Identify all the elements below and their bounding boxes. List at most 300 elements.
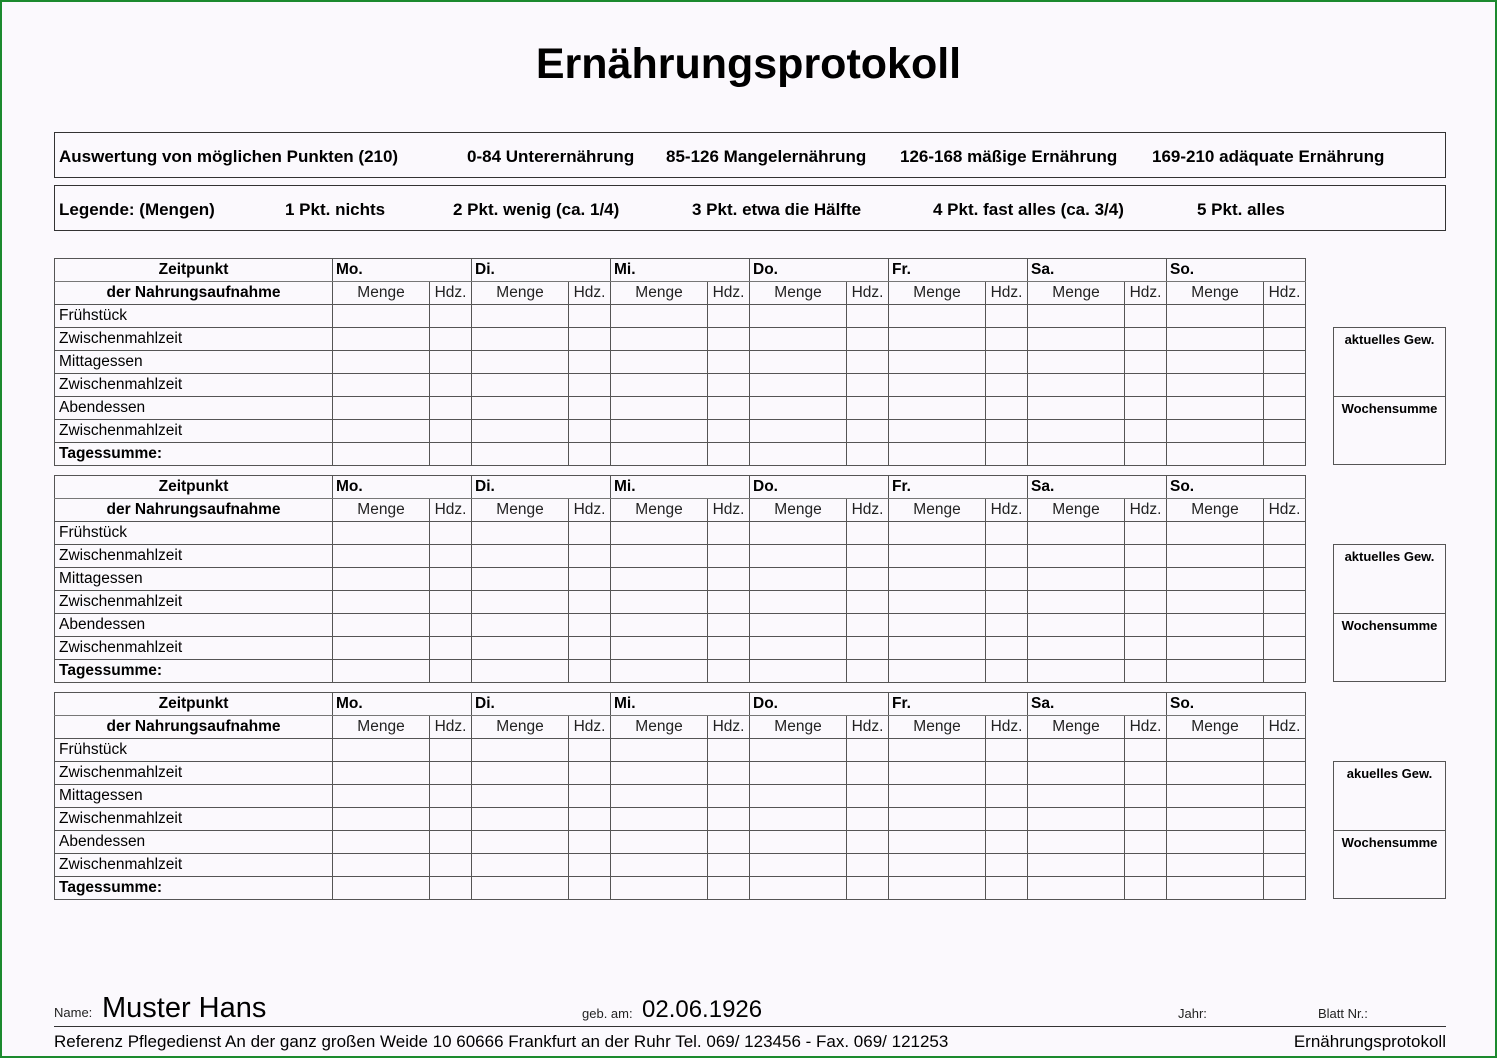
- current-weight-field[interactable]: aktuelles Gew.: [1344, 549, 1435, 564]
- total-cell[interactable]: [1028, 877, 1125, 900]
- entry-cell[interactable]: [708, 785, 750, 808]
- entry-cell[interactable]: [1125, 568, 1167, 591]
- entry-cell[interactable]: [1167, 397, 1264, 420]
- entry-cell[interactable]: [986, 831, 1028, 854]
- entry-cell[interactable]: [333, 568, 430, 591]
- entry-cell[interactable]: [986, 568, 1028, 591]
- entry-cell[interactable]: [430, 568, 472, 591]
- entry-cell[interactable]: [889, 351, 986, 374]
- entry-cell[interactable]: [611, 397, 708, 420]
- entry-cell[interactable]: [472, 351, 569, 374]
- entry-cell[interactable]: [708, 545, 750, 568]
- entry-cell[interactable]: [708, 420, 750, 443]
- entry-cell[interactable]: [1125, 637, 1167, 660]
- entry-cell[interactable]: [986, 854, 1028, 877]
- entry-cell[interactable]: [1028, 568, 1125, 591]
- entry-cell[interactable]: [1125, 522, 1167, 545]
- entry-cell[interactable]: [847, 522, 889, 545]
- entry-cell[interactable]: [1167, 591, 1264, 614]
- total-cell[interactable]: [430, 877, 472, 900]
- entry-cell[interactable]: [430, 785, 472, 808]
- total-cell[interactable]: [847, 660, 889, 683]
- entry-cell[interactable]: [1167, 762, 1264, 785]
- entry-cell[interactable]: [430, 420, 472, 443]
- entry-cell[interactable]: [750, 808, 847, 831]
- weekly-sum-field[interactable]: Wochensumme: [1334, 396, 1445, 464]
- entry-cell[interactable]: [472, 854, 569, 877]
- total-cell[interactable]: [1264, 877, 1306, 900]
- entry-cell[interactable]: [333, 614, 430, 637]
- entry-cell[interactable]: [708, 351, 750, 374]
- entry-cell[interactable]: [986, 785, 1028, 808]
- entry-cell[interactable]: [847, 545, 889, 568]
- entry-cell[interactable]: [611, 637, 708, 660]
- entry-cell[interactable]: [1028, 305, 1125, 328]
- entry-cell[interactable]: [333, 545, 430, 568]
- entry-cell[interactable]: [986, 637, 1028, 660]
- entry-cell[interactable]: [1264, 420, 1306, 443]
- entry-cell[interactable]: [708, 374, 750, 397]
- entry-cell[interactable]: [750, 591, 847, 614]
- entry-cell[interactable]: [750, 614, 847, 637]
- entry-cell[interactable]: [708, 328, 750, 351]
- entry-cell[interactable]: [750, 545, 847, 568]
- total-cell[interactable]: [1264, 660, 1306, 683]
- entry-cell[interactable]: [1167, 328, 1264, 351]
- entry-cell[interactable]: [986, 328, 1028, 351]
- entry-cell[interactable]: [1264, 545, 1306, 568]
- entry-cell[interactable]: [1125, 397, 1167, 420]
- entry-cell[interactable]: [1028, 374, 1125, 397]
- entry-cell[interactable]: [611, 305, 708, 328]
- entry-cell[interactable]: [611, 545, 708, 568]
- entry-cell[interactable]: [611, 328, 708, 351]
- entry-cell[interactable]: [750, 328, 847, 351]
- entry-cell[interactable]: [1264, 785, 1306, 808]
- entry-cell[interactable]: [889, 305, 986, 328]
- entry-cell[interactable]: [750, 739, 847, 762]
- entry-cell[interactable]: [430, 762, 472, 785]
- entry-cell[interactable]: [472, 397, 569, 420]
- entry-cell[interactable]: [1167, 739, 1264, 762]
- entry-cell[interactable]: [569, 831, 611, 854]
- entry-cell[interactable]: [430, 808, 472, 831]
- entry-cell[interactable]: [569, 545, 611, 568]
- total-cell[interactable]: [1264, 443, 1306, 466]
- entry-cell[interactable]: [1125, 831, 1167, 854]
- entry-cell[interactable]: [333, 397, 430, 420]
- entry-cell[interactable]: [333, 808, 430, 831]
- entry-cell[interactable]: [333, 831, 430, 854]
- entry-cell[interactable]: [708, 854, 750, 877]
- entry-cell[interactable]: [708, 568, 750, 591]
- entry-cell[interactable]: [333, 351, 430, 374]
- entry-cell[interactable]: [750, 785, 847, 808]
- entry-cell[interactable]: [750, 351, 847, 374]
- entry-cell[interactable]: [847, 808, 889, 831]
- entry-cell[interactable]: [889, 522, 986, 545]
- entry-cell[interactable]: [1125, 614, 1167, 637]
- entry-cell[interactable]: [1264, 831, 1306, 854]
- entry-cell[interactable]: [708, 831, 750, 854]
- entry-cell[interactable]: [1264, 637, 1306, 660]
- entry-cell[interactable]: [1167, 808, 1264, 831]
- entry-cell[interactable]: [1125, 351, 1167, 374]
- entry-cell[interactable]: [1167, 374, 1264, 397]
- total-cell[interactable]: [333, 660, 430, 683]
- entry-cell[interactable]: [1125, 545, 1167, 568]
- entry-cell[interactable]: [1264, 522, 1306, 545]
- entry-cell[interactable]: [986, 374, 1028, 397]
- entry-cell[interactable]: [1125, 591, 1167, 614]
- entry-cell[interactable]: [611, 739, 708, 762]
- entry-cell[interactable]: [569, 374, 611, 397]
- total-cell[interactable]: [430, 443, 472, 466]
- entry-cell[interactable]: [986, 614, 1028, 637]
- entry-cell[interactable]: [708, 808, 750, 831]
- entry-cell[interactable]: [430, 522, 472, 545]
- total-cell[interactable]: [1125, 660, 1167, 683]
- entry-cell[interactable]: [569, 305, 611, 328]
- entry-cell[interactable]: [1028, 785, 1125, 808]
- entry-cell[interactable]: [611, 785, 708, 808]
- total-cell[interactable]: [1028, 443, 1125, 466]
- entry-cell[interactable]: [1028, 739, 1125, 762]
- total-cell[interactable]: [889, 443, 986, 466]
- total-cell[interactable]: [750, 877, 847, 900]
- current-weight-field[interactable]: aktuelles Gew.: [1344, 332, 1435, 347]
- entry-cell[interactable]: [847, 397, 889, 420]
- entry-cell[interactable]: [333, 328, 430, 351]
- entry-cell[interactable]: [889, 374, 986, 397]
- entry-cell[interactable]: [569, 591, 611, 614]
- entry-cell[interactable]: [430, 351, 472, 374]
- entry-cell[interactable]: [1264, 374, 1306, 397]
- entry-cell[interactable]: [889, 545, 986, 568]
- total-cell[interactable]: [986, 443, 1028, 466]
- entry-cell[interactable]: [569, 739, 611, 762]
- entry-cell[interactable]: [847, 305, 889, 328]
- entry-cell[interactable]: [1028, 420, 1125, 443]
- entry-cell[interactable]: [889, 420, 986, 443]
- entry-cell[interactable]: [889, 637, 986, 660]
- entry-cell[interactable]: [472, 420, 569, 443]
- entry-cell[interactable]: [986, 351, 1028, 374]
- entry-cell[interactable]: [847, 831, 889, 854]
- entry-cell[interactable]: [1167, 831, 1264, 854]
- entry-cell[interactable]: [333, 785, 430, 808]
- entry-cell[interactable]: [1125, 785, 1167, 808]
- entry-cell[interactable]: [986, 522, 1028, 545]
- entry-cell[interactable]: [1028, 328, 1125, 351]
- entry-cell[interactable]: [1125, 305, 1167, 328]
- entry-cell[interactable]: [986, 420, 1028, 443]
- entry-cell[interactable]: [1028, 591, 1125, 614]
- entry-cell[interactable]: [986, 545, 1028, 568]
- entry-cell[interactable]: [750, 420, 847, 443]
- entry-cell[interactable]: [611, 808, 708, 831]
- entry-cell[interactable]: [708, 739, 750, 762]
- entry-cell[interactable]: [750, 854, 847, 877]
- entry-cell[interactable]: [847, 762, 889, 785]
- entry-cell[interactable]: [1264, 568, 1306, 591]
- entry-cell[interactable]: [750, 522, 847, 545]
- entry-cell[interactable]: [1167, 637, 1264, 660]
- entry-cell[interactable]: [1028, 854, 1125, 877]
- entry-cell[interactable]: [1167, 545, 1264, 568]
- entry-cell[interactable]: [889, 831, 986, 854]
- total-cell[interactable]: [750, 660, 847, 683]
- entry-cell[interactable]: [708, 305, 750, 328]
- entry-cell[interactable]: [847, 785, 889, 808]
- entry-cell[interactable]: [569, 808, 611, 831]
- entry-cell[interactable]: [847, 854, 889, 877]
- total-cell[interactable]: [1167, 660, 1264, 683]
- entry-cell[interactable]: [889, 808, 986, 831]
- entry-cell[interactable]: [1125, 739, 1167, 762]
- entry-cell[interactable]: [750, 762, 847, 785]
- entry-cell[interactable]: [611, 568, 708, 591]
- entry-cell[interactable]: [333, 854, 430, 877]
- entry-cell[interactable]: [1028, 522, 1125, 545]
- entry-cell[interactable]: [430, 397, 472, 420]
- entry-cell[interactable]: [472, 568, 569, 591]
- entry-cell[interactable]: [472, 591, 569, 614]
- entry-cell[interactable]: [1125, 420, 1167, 443]
- entry-cell[interactable]: [1028, 397, 1125, 420]
- total-cell[interactable]: [1167, 877, 1264, 900]
- entry-cell[interactable]: [333, 420, 430, 443]
- entry-cell[interactable]: [1167, 785, 1264, 808]
- weekly-sum-field[interactable]: Wochensumme: [1334, 613, 1445, 681]
- entry-cell[interactable]: [472, 739, 569, 762]
- total-cell[interactable]: [847, 877, 889, 900]
- total-cell[interactable]: [569, 877, 611, 900]
- entry-cell[interactable]: [430, 305, 472, 328]
- entry-cell[interactable]: [430, 328, 472, 351]
- entry-cell[interactable]: [750, 305, 847, 328]
- total-cell[interactable]: [708, 877, 750, 900]
- entry-cell[interactable]: [472, 328, 569, 351]
- entry-cell[interactable]: [430, 854, 472, 877]
- entry-cell[interactable]: [1028, 545, 1125, 568]
- entry-cell[interactable]: [708, 762, 750, 785]
- entry-cell[interactable]: [889, 591, 986, 614]
- entry-cell[interactable]: [472, 614, 569, 637]
- entry-cell[interactable]: [569, 420, 611, 443]
- entry-cell[interactable]: [569, 785, 611, 808]
- entry-cell[interactable]: [1125, 374, 1167, 397]
- total-cell[interactable]: [750, 443, 847, 466]
- entry-cell[interactable]: [333, 305, 430, 328]
- entry-cell[interactable]: [1264, 397, 1306, 420]
- entry-cell[interactable]: [333, 591, 430, 614]
- total-cell[interactable]: [1167, 443, 1264, 466]
- entry-cell[interactable]: [569, 397, 611, 420]
- entry-cell[interactable]: [611, 591, 708, 614]
- entry-cell[interactable]: [569, 328, 611, 351]
- entry-cell[interactable]: [333, 374, 430, 397]
- entry-cell[interactable]: [1028, 808, 1125, 831]
- entry-cell[interactable]: [708, 637, 750, 660]
- entry-cell[interactable]: [1028, 762, 1125, 785]
- entry-cell[interactable]: [1264, 305, 1306, 328]
- total-cell[interactable]: [708, 443, 750, 466]
- entry-cell[interactable]: [472, 762, 569, 785]
- entry-cell[interactable]: [569, 854, 611, 877]
- entry-cell[interactable]: [1264, 591, 1306, 614]
- entry-cell[interactable]: [1028, 831, 1125, 854]
- entry-cell[interactable]: [569, 522, 611, 545]
- entry-cell[interactable]: [611, 420, 708, 443]
- total-cell[interactable]: [986, 660, 1028, 683]
- entry-cell[interactable]: [333, 762, 430, 785]
- entry-cell[interactable]: [333, 637, 430, 660]
- total-cell[interactable]: [889, 877, 986, 900]
- entry-cell[interactable]: [569, 614, 611, 637]
- entry-cell[interactable]: [1028, 351, 1125, 374]
- entry-cell[interactable]: [430, 374, 472, 397]
- entry-cell[interactable]: [889, 397, 986, 420]
- entry-cell[interactable]: [569, 637, 611, 660]
- entry-cell[interactable]: [986, 397, 1028, 420]
- total-cell[interactable]: [333, 877, 430, 900]
- current-weight-field[interactable]: akuelles Gew.: [1346, 766, 1433, 781]
- entry-cell[interactable]: [889, 739, 986, 762]
- entry-cell[interactable]: [847, 637, 889, 660]
- entry-cell[interactable]: [708, 397, 750, 420]
- total-cell[interactable]: [708, 660, 750, 683]
- entry-cell[interactable]: [750, 637, 847, 660]
- entry-cell[interactable]: [472, 637, 569, 660]
- entry-cell[interactable]: [569, 762, 611, 785]
- entry-cell[interactable]: [847, 591, 889, 614]
- entry-cell[interactable]: [1167, 568, 1264, 591]
- entry-cell[interactable]: [472, 305, 569, 328]
- weekly-sum-field[interactable]: Wochensumme: [1334, 830, 1445, 898]
- entry-cell[interactable]: [1028, 614, 1125, 637]
- total-cell[interactable]: [472, 443, 569, 466]
- entry-cell[interactable]: [569, 568, 611, 591]
- total-cell[interactable]: [847, 443, 889, 466]
- entry-cell[interactable]: [1167, 522, 1264, 545]
- entry-cell[interactable]: [611, 374, 708, 397]
- total-cell[interactable]: [611, 443, 708, 466]
- entry-cell[interactable]: [1264, 614, 1306, 637]
- entry-cell[interactable]: [986, 808, 1028, 831]
- entry-cell[interactable]: [847, 614, 889, 637]
- entry-cell[interactable]: [1028, 637, 1125, 660]
- total-cell[interactable]: [889, 660, 986, 683]
- total-cell[interactable]: [986, 877, 1028, 900]
- entry-cell[interactable]: [430, 614, 472, 637]
- entry-cell[interactable]: [750, 374, 847, 397]
- entry-cell[interactable]: [1167, 614, 1264, 637]
- entry-cell[interactable]: [986, 591, 1028, 614]
- total-cell[interactable]: [611, 877, 708, 900]
- entry-cell[interactable]: [430, 637, 472, 660]
- total-cell[interactable]: [569, 443, 611, 466]
- entry-cell[interactable]: [847, 568, 889, 591]
- entry-cell[interactable]: [569, 351, 611, 374]
- entry-cell[interactable]: [847, 351, 889, 374]
- total-cell[interactable]: [333, 443, 430, 466]
- entry-cell[interactable]: [472, 522, 569, 545]
- total-cell[interactable]: [1028, 660, 1125, 683]
- entry-cell[interactable]: [1167, 854, 1264, 877]
- entry-cell[interactable]: [1125, 854, 1167, 877]
- entry-cell[interactable]: [472, 831, 569, 854]
- entry-cell[interactable]: [847, 328, 889, 351]
- entry-cell[interactable]: [889, 328, 986, 351]
- entry-cell[interactable]: [750, 397, 847, 420]
- entry-cell[interactable]: [986, 762, 1028, 785]
- total-cell[interactable]: [1125, 443, 1167, 466]
- total-cell[interactable]: [611, 660, 708, 683]
- entry-cell[interactable]: [611, 854, 708, 877]
- entry-cell[interactable]: [1264, 328, 1306, 351]
- entry-cell[interactable]: [847, 420, 889, 443]
- entry-cell[interactable]: [611, 351, 708, 374]
- entry-cell[interactable]: [611, 762, 708, 785]
- entry-cell[interactable]: [1264, 739, 1306, 762]
- entry-cell[interactable]: [1264, 808, 1306, 831]
- entry-cell[interactable]: [986, 739, 1028, 762]
- entry-cell[interactable]: [847, 374, 889, 397]
- entry-cell[interactable]: [1167, 420, 1264, 443]
- entry-cell[interactable]: [1125, 762, 1167, 785]
- entry-cell[interactable]: [1125, 808, 1167, 831]
- entry-cell[interactable]: [750, 568, 847, 591]
- total-cell[interactable]: [430, 660, 472, 683]
- entry-cell[interactable]: [430, 591, 472, 614]
- entry-cell[interactable]: [750, 831, 847, 854]
- entry-cell[interactable]: [889, 762, 986, 785]
- entry-cell[interactable]: [708, 522, 750, 545]
- entry-cell[interactable]: [1264, 854, 1306, 877]
- entry-cell[interactable]: [333, 522, 430, 545]
- entry-cell[interactable]: [430, 545, 472, 568]
- entry-cell[interactable]: [472, 374, 569, 397]
- entry-cell[interactable]: [889, 785, 986, 808]
- entry-cell[interactable]: [472, 785, 569, 808]
- entry-cell[interactable]: [333, 739, 430, 762]
- entry-cell[interactable]: [986, 305, 1028, 328]
- total-cell[interactable]: [472, 877, 569, 900]
- entry-cell[interactable]: [847, 739, 889, 762]
- entry-cell[interactable]: [708, 614, 750, 637]
- entry-cell[interactable]: [611, 831, 708, 854]
- entry-cell[interactable]: [430, 831, 472, 854]
- entry-cell[interactable]: [1167, 305, 1264, 328]
- entry-cell[interactable]: [430, 739, 472, 762]
- total-cell[interactable]: [1125, 877, 1167, 900]
- total-cell[interactable]: [569, 660, 611, 683]
- entry-cell[interactable]: [1125, 328, 1167, 351]
- entry-cell[interactable]: [889, 568, 986, 591]
- entry-cell[interactable]: [889, 614, 986, 637]
- entry-cell[interactable]: [1264, 762, 1306, 785]
- entry-cell[interactable]: [1264, 351, 1306, 374]
- entry-cell[interactable]: [472, 545, 569, 568]
- total-cell[interactable]: [472, 660, 569, 683]
- entry-cell[interactable]: [611, 522, 708, 545]
- entry-cell[interactable]: [1167, 351, 1264, 374]
- entry-cell[interactable]: [889, 854, 986, 877]
- entry-cell[interactable]: [611, 614, 708, 637]
- entry-cell[interactable]: [472, 808, 569, 831]
- entry-cell[interactable]: [708, 591, 750, 614]
